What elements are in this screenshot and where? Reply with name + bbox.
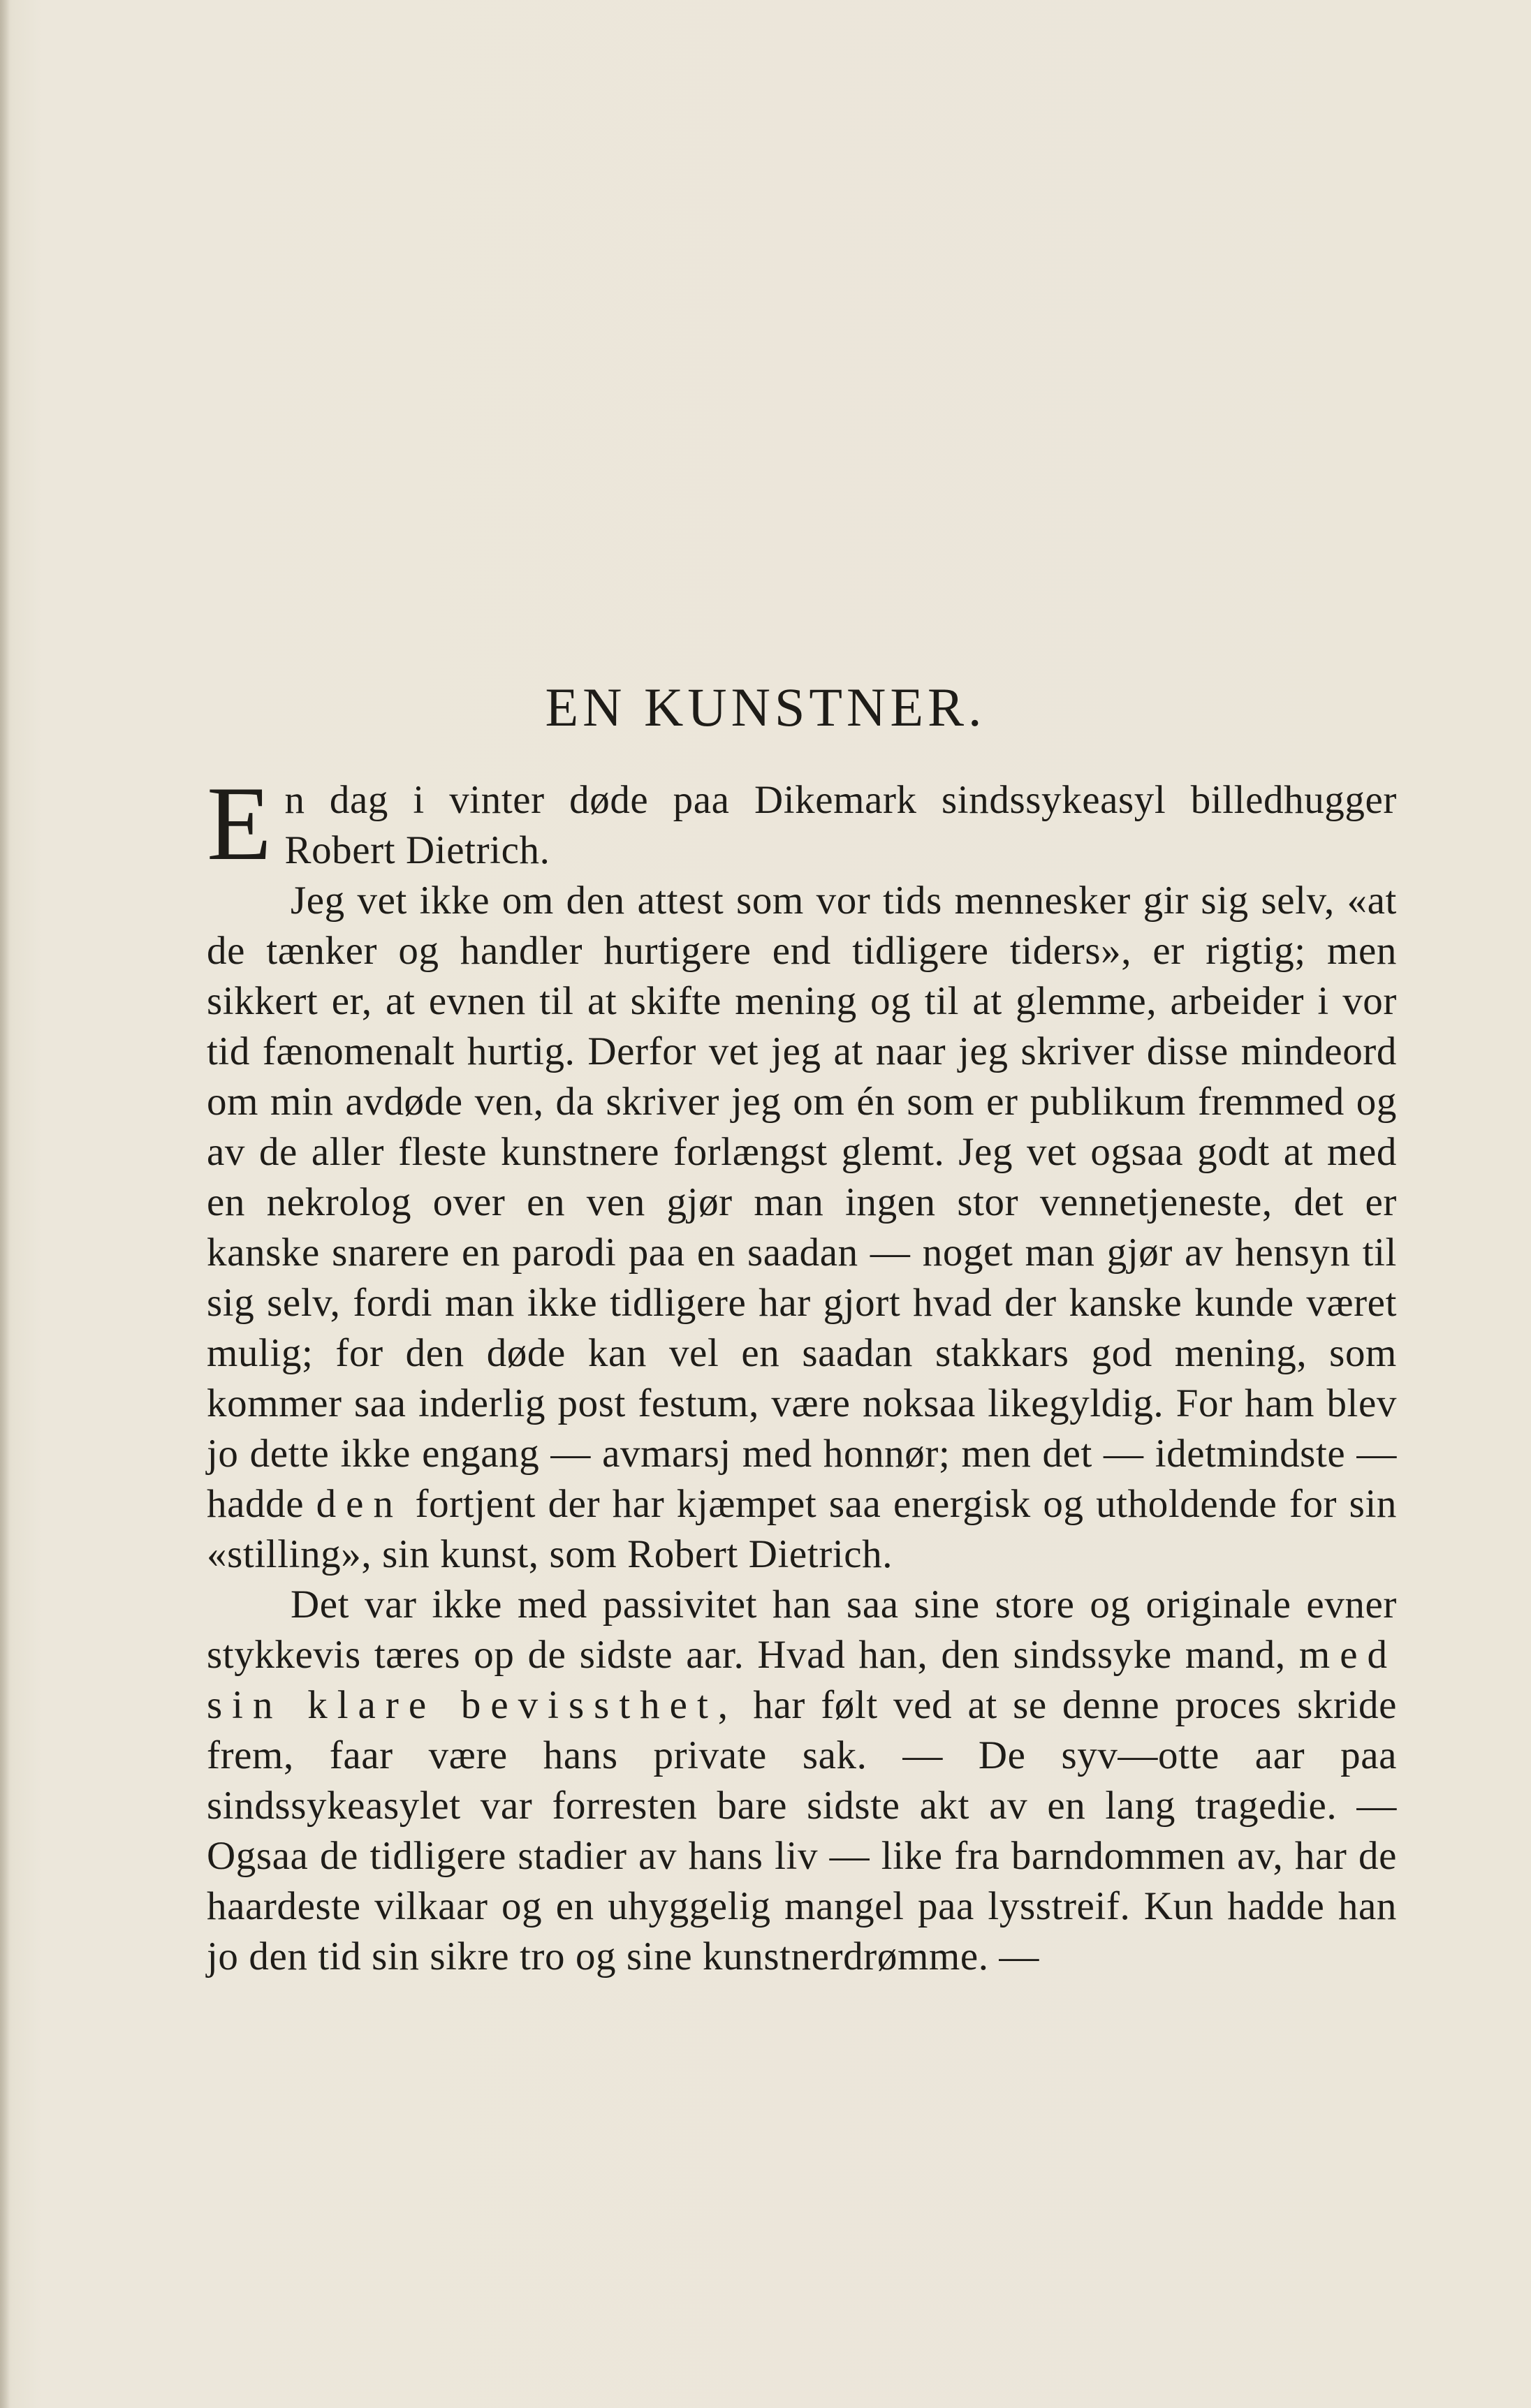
paragraph-3-text-a: Det var ikke med passivitet han saa sine store og originale evner stykkevis tæres op de sidste aar. Hvad han, den sindssyke mand, <box>207 1583 1397 1677</box>
paragraph-3-emphasis: med sin klare bevissthet, <box>207 1633 1397 1727</box>
spine-shadow <box>0 0 10 2408</box>
paragraph-2-text-a: Jeg vet ikke om den attest som vor tids mennesker gir sig selv, «at de tænker og handler hurtigere end tidligere tiders», er rigtig; men sikkert er, at evnen til at skifte mening og til at glemme, arbeider i vor tid fænomenalt hurtig. Derfor vet jeg at naar jeg skriver disse mindeord om min avdøde ven, da skriver jeg om én som er publikum fremmed og av de aller fleste kunstnere forlængst glemt. Jeg vet ogsaa godt at med en nekrolog over en ven gjør man ingen stor vennetjeneste, det er kanske snarere en parodi paa en saadan — noget man gjør av hensyn til sig selv, fordi man ikke tidligere har gjort hvad der kanske kunde været mulig; for den døde kan vel en saadan stakkars god mening, som kommer saa inderlig post festum, være noksaa likegyldig. For ham blev jo dette ikke engang — avmarsj med honnør; men det — idetmindste — hadde <box>207 879 1397 1526</box>
body-text <box>207 765 1397 1982</box>
paragraph-2 <box>207 876 1397 1580</box>
drop-cap: E <box>207 765 272 882</box>
paragraph-3-text-b: har følt ved at se denne proces skride frem, faar være hans private sak. — De syv—otte aar paa sindssykeasylet var forresten bare sidste akt av en lang tragedie. — Ogsaa de tidligere stadier av hans liv — like fra barndommen av, har de haardeste vilkaar og en uhyggelig mangel paa lysstreif. Kun hadde han jo den tid sin sikre tro og sine kunstnerdrømme. — <box>207 1683 1397 1978</box>
chapter-title: EN KUNSTNER. <box>545 677 986 737</box>
paragraph-2-emphasis: den <box>316 1482 403 1526</box>
paragraph-3 <box>207 1580 1397 1982</box>
paragraph-1-text: n dag i vinter døde paa Dikemark sindssykeasyl billedhugger Robert Dietrich. <box>284 778 1397 872</box>
paragraph-2-text-b: fortjent der har kjæmpet saa energisk og utholdende for sin «stilling», sin kunst, som Robert Dietrich. <box>207 1482 1397 1576</box>
paragraph-1 <box>207 765 1397 882</box>
